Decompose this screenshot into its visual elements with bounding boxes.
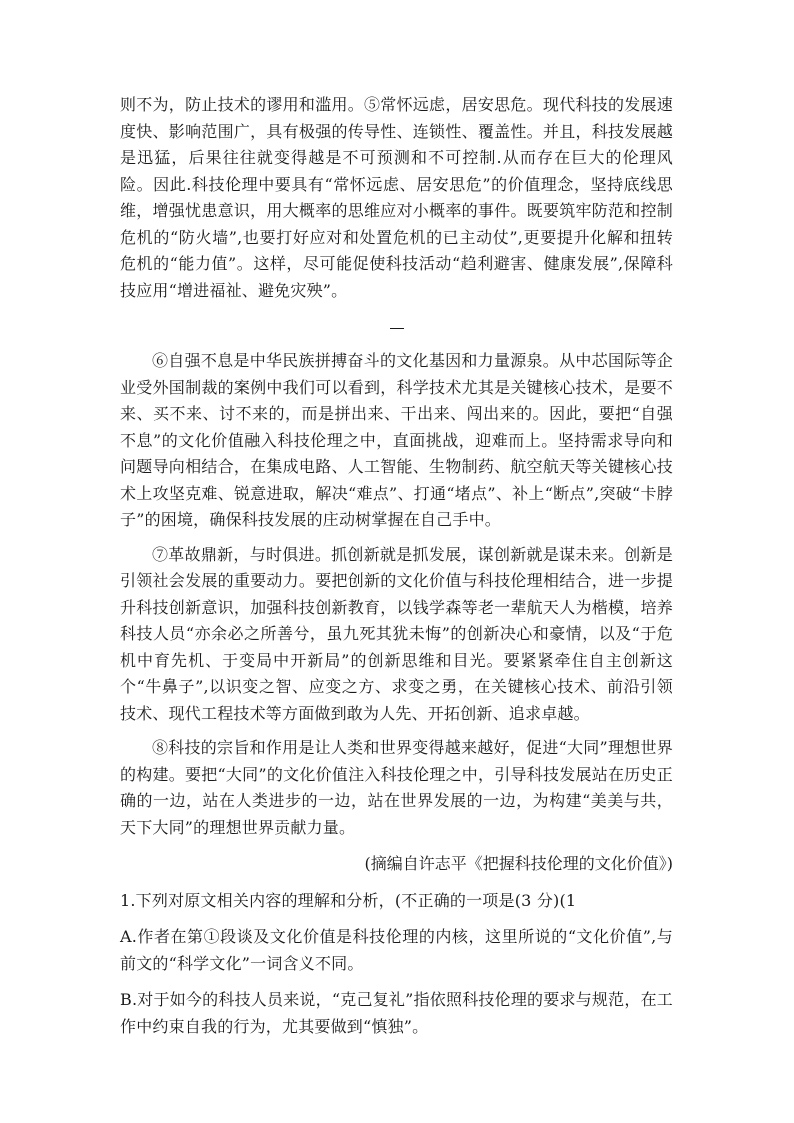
source-citation: (摘编自许志平《把握科技伦理的文化价值》): [364, 854, 673, 873]
paragraph-6: ⑥自强不息是中华民族拼搏奋斗的文化基因和力量源泉。从中芯国际等企业受外国制裁的案例中我们可以看到，科学技术尤其是关键核心技术，是要不来、买不来、讨不来的，而是拼出来、干出来、闯出来的。因此，要把“自强不息”的文化价值融入科技伦理之中，直面挑战，迎难而上。坚持需求导向和问题导向相结合，在集成电路、人工智能、生物制药、航空航天等关键核心技术上攻坚克难、锐意进取，解决“难点”、打通“堵点”、补上“断点”,突破“卡脖子”的困境，确保科技发展的庄动树掌握在自己手中。: [120, 351, 673, 529]
section-number: [120, 314, 673, 332]
paragraph-5-continuation: 则不为，防止技术的谬用和滥用。⑤常怀远虑，居安思危。现代科技的发展速度快、影响范围广，具有极强的传导性、连锁性、覆盖性。并且，科技发展越是迅猛，后果往往就变得越是不可预测和不可控制.从而存在巨大的伦理风险。因此.科技伦理中要具有“常怀远虑、居安思危”的价值理念，坚持底线思维，增强忧患意识，用大概率的思维应对小概率的事件。既要筑牢防范和控制危机的“防火墙”,也要打好应对和处置危机的已主动仗”,更要提升化解和扭转危机的“能力值”。这样，尽可能促使科技活动“趋利避害、健康发展”,保障科技应用“增进福祉、避免灾殃”。: [120, 95, 673, 300]
question-title: 1.下列对原文相关内容的理解和分析，(不正确的一项是(3 分)(1: [120, 890, 577, 910]
question-option-b: B.对于如今的科技人员来说，“克己复礼”指依照科技伦理的要求与规范，在工作中约束自我的行为，尤其要做到“慎独”。: [120, 990, 673, 1036]
document-page: [120, 92, 673, 1040]
question-option-a: A.作者在第①段谈及文化价值是科技伦理的内核，这里所说的“文化价值”,与前文的“科学文化”一词含义不同。: [120, 927, 673, 973]
section-number-glyph: [390, 319, 404, 329]
paragraph-8: ⑧科技的宗旨和作用是让人类和世界变得越来越好，促进“大同”理想世界的构建。要把“大同”的文化价值注入科技伦理之中，引导科技发展站在历史正确的一边，站在人类进步的一边，站在世界发展的一边，为构建“美美与共，天下大同”的理想世界贡献力量。: [120, 738, 673, 837]
paragraph-7: ⑦革故鼎新，与时俱进。抓创新就是抓发展，谋创新就是谋未来。创新是引领社会发展的重要动力。要把创新的文化价值与科技伦理相结合，进一步提升科技创新意识，加强科技创新教育，以钱学森等老一辈航天人为楷模，培养科技人员“亦余必之所善兮，虽九死其犹未悔”的创新决心和豪情，以及“于危机中育先机、于变局中开新局”的创新思维和目光。要紧紧牵住自主创新这个“牛鼻子”,以识变之智、应变之方、求变之勇，在关键核心技术、前沿引领技术、现代工程技术等方面做到敢为人先、开拓创新、追求卓越。: [120, 544, 673, 723]
